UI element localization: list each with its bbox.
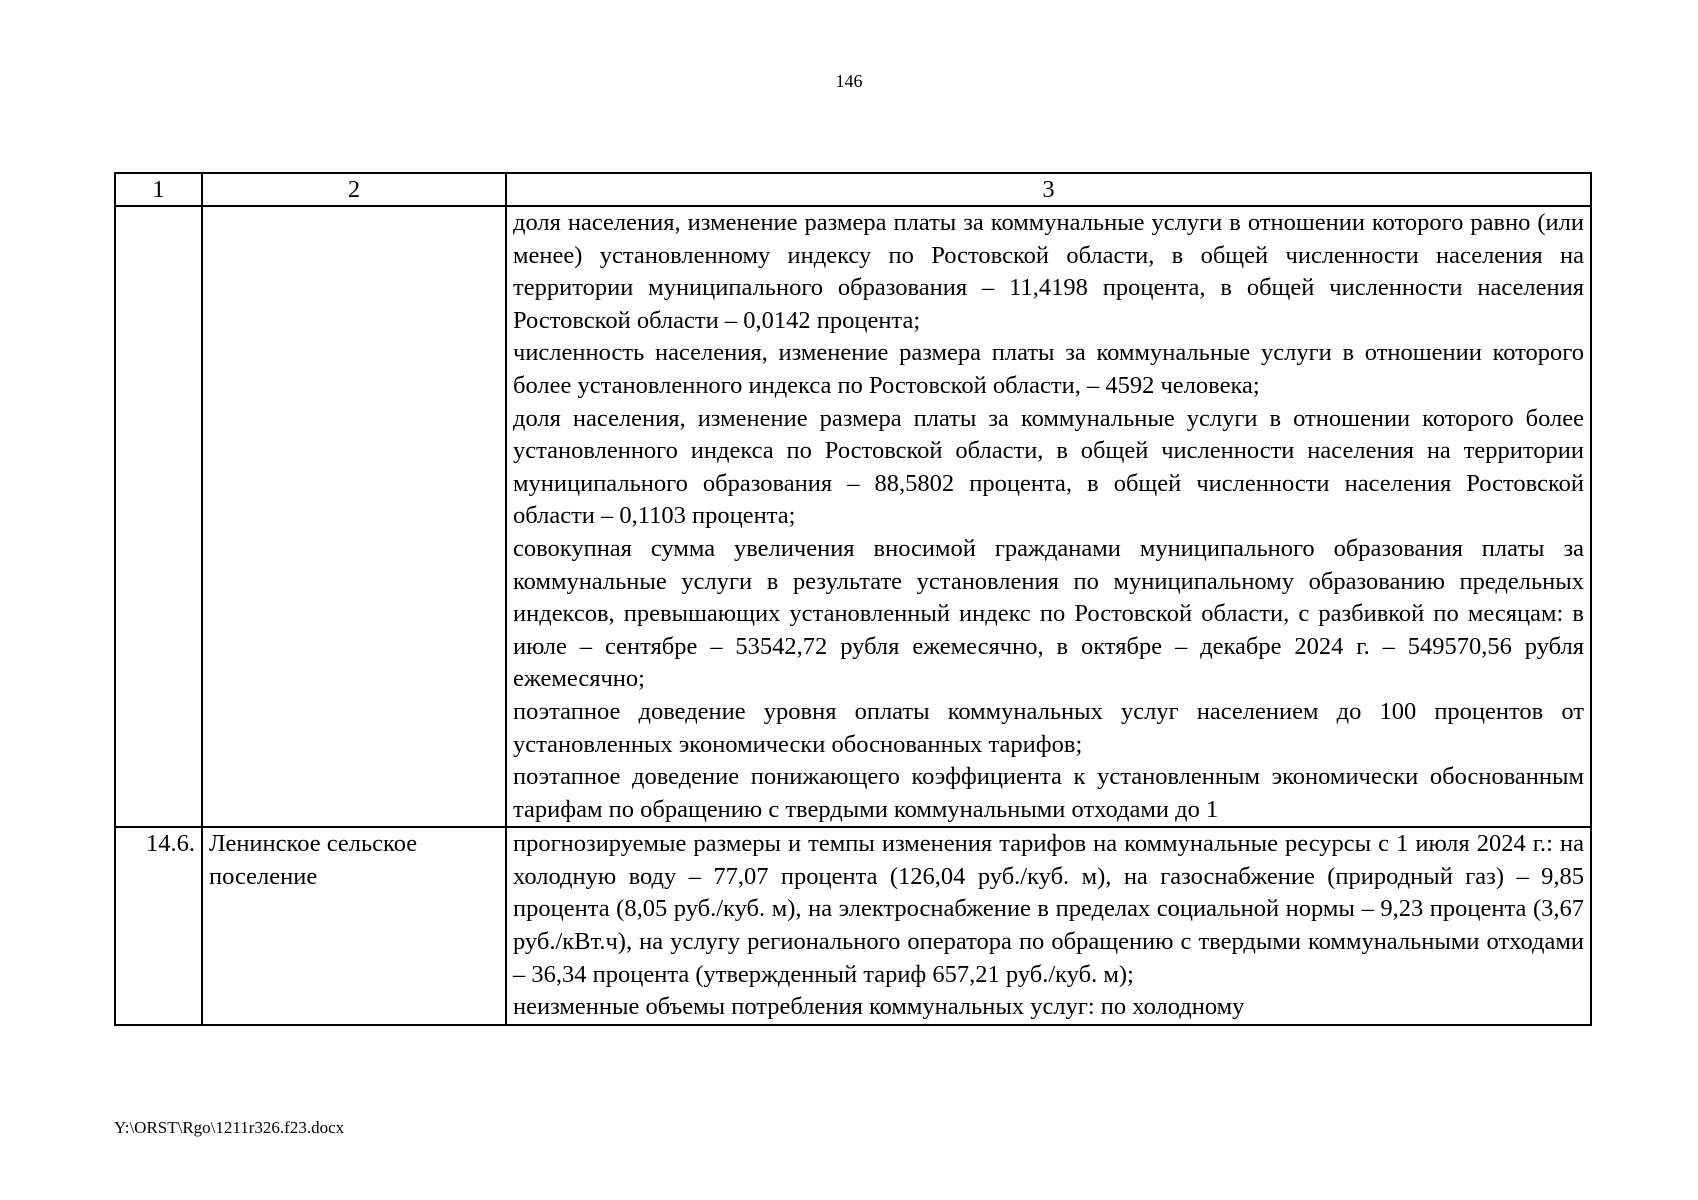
content-paragraph: поэтапное доведение понижающего коэффициента к установленным экономически обоснованным тарифам по обращению с твердыми коммунальными отходами до 1 xyxy=(513,763,1584,823)
header-column-2: 2 xyxy=(202,173,506,206)
content-table xyxy=(114,172,1592,1026)
header-column-1: 1 xyxy=(115,173,202,206)
table-row xyxy=(115,206,1591,827)
row-content-cell xyxy=(506,827,1591,1025)
row-content-cell xyxy=(506,206,1591,827)
row-number-cell xyxy=(115,206,202,827)
content-paragraph: доля населения, изменение размера платы за коммунальные услуги в отношении которого равно (или менее) установленному индексу по Ростовской области, в общей численности населения на территории муниципального образования – 11,4198 процента, в общей численности населения Ростовской области – 0,0142 процента; xyxy=(513,209,1584,334)
table-header-row xyxy=(115,173,1591,206)
content-paragraph: совокупная сумма увеличения вносимой гражданами муниципального образования платы за коммунальные услуги в результате установления по муниципальному образованию предельных индексов, превышающих установленный индекс по Ростовской области, с разбивкой по месяцам: в июле – сентябре – 53542,72 рубля ежемесячно, в октябре – декабре 2024 г. – 549570,56 рубля ежемесячно; xyxy=(513,534,1584,693)
document-file-path: Y:\ORST\Rgo\1211r326.f23.docx xyxy=(114,1118,345,1137)
row-name-cell xyxy=(202,206,506,827)
content-paragraph: поэтапное доведение уровня оплаты коммунальных услуг населением до 100 процентов от установленных экономически обоснованных тарифов; xyxy=(513,697,1584,758)
content-paragraph: неизменные объемы потребления коммунальных услуг: по холодному xyxy=(513,993,1245,1021)
row-name-cell: Ленинское сельское поселение xyxy=(202,827,506,1025)
row-number-cell: 14.6. xyxy=(115,827,202,1025)
table-row xyxy=(115,827,1591,1025)
content-paragraph: численность населения, изменение размера платы за коммунальные услуги в отношении которого более установленного индекса по Ростовской области, – 4592 человека; xyxy=(513,339,1584,399)
content-paragraph: прогнозируемые размеры и темпы изменения тарифов на коммунальные ресурсы с 1 июля 2024 г.: на холодную воду – 77,07 процента (126,04 руб./куб. м), на газоснабжение (природный газ) – 9,85 процента (8,05 руб./куб. м), на электроснабжение в пределах социальной нормы – 9,23 процента (3,67 руб./кВт.ч), на услугу регионального оператора по обращению с твердыми коммунальными отходами – 36,34 процента (утвержденный тариф 657,21 руб./куб. м); xyxy=(513,830,1584,988)
page-number: 146 xyxy=(835,71,863,91)
content-paragraph: доля населения, изменение размера платы за коммунальные услуги в отношении которого более установленного индекса по Ростовской области, в общей численности населения на территории муниципального образования – 88,5802 процента, в общей численности населения Ростовской области – 0,1103 процента; xyxy=(513,404,1584,530)
header-column-3: 3 xyxy=(506,173,1591,206)
